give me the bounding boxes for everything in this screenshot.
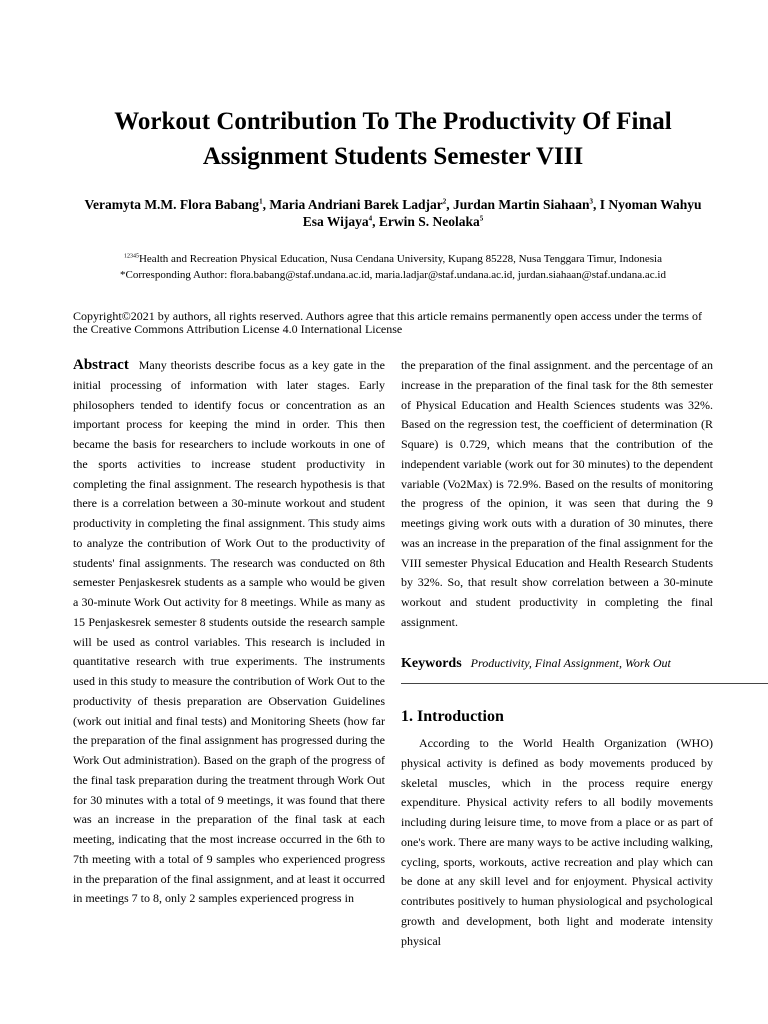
author-separator: , bbox=[262, 197, 270, 212]
affiliation-line bbox=[40, 251, 746, 267]
author-list bbox=[73, 196, 713, 230]
author-affiliation-mark: 2 bbox=[442, 197, 447, 206]
author-name: I Nyoman Wahyu Esa Wijaya bbox=[302, 197, 702, 229]
author-name: Jurdan Martin Siahaan bbox=[452, 197, 590, 212]
author-separator: , bbox=[592, 197, 600, 212]
author bbox=[453, 197, 600, 212]
keywords-heading: Keywords bbox=[401, 656, 462, 671]
author bbox=[269, 197, 453, 212]
author-affiliation-mark: 1 bbox=[259, 197, 263, 206]
author-affiliation-mark: 4 bbox=[368, 214, 373, 223]
section-divider bbox=[401, 683, 768, 684]
affiliation-mark: 12345 bbox=[123, 253, 139, 260]
abstract-right-column: the preparation of the final assignment. and the percentage of an increase in the preparation of the final task for the 8th semester of Physical Education and Health Sciences students was 32%. Based on the regression test, the coefficient of determination (R Square) is 0.729, which means that the contribution of the independent variable (work out for 30 minutes) to the dependent variable (Vo2Max) is 72.9%. Based on the results of monitoring the progress of the opinion, it was seen that during the 9 meetings giving work outs with a duration of 30 minutes, there was an increase in the preparation of the final assignment for the VIII semester Physical Education and Health Research Students by 32%. So, that result show correlation between a 30-minute workout and student productivity in completing the final assignment. bbox=[401, 358, 713, 629]
keywords-line bbox=[401, 653, 731, 674]
author-name: Erwin S. Neolaka bbox=[378, 214, 480, 229]
author-affiliation-mark: 5 bbox=[479, 214, 484, 223]
introduction-heading: 1. Introduction bbox=[401, 708, 504, 725]
corresponding-author: *Corresponding Author: flora.babang@staf.undana.ac.id, maria.ladjar@staf.undana.ac.id, jurdan.siahaan@staf.undana.ac.id bbox=[120, 269, 666, 281]
paper-title: Workout Contribution To The Productivity Of Final Assignment Students Semester VIII bbox=[114, 108, 672, 170]
introduction-text: According to the World Health Organization (WHO) physical activity is defined as body movements produced by skeletal muscles, which in the process require energy expenditure. Physical activity refers to all bodily movements including during leisure time, to move from a place or as part of one's work. There are many ways to be active including walking, cycling, sports, workouts, active recreation and play which can be done at any skill level and for enjoyment. Physical activity contributes positively to human physiological and psychological growth and development, both light and moderate intensity physical bbox=[401, 736, 713, 948]
keywords-list: Productivity, Final Assignment, Work Out bbox=[470, 656, 671, 670]
author-separator: , bbox=[446, 197, 453, 212]
author-separator: , bbox=[372, 214, 379, 229]
author-name: Maria Andriani Barek Ladjar bbox=[269, 197, 443, 212]
copyright-notice: Copyright©2021 by authors, all rights reserved. Authors agree that this article remains permanently open access under the terms of the Creative Commons Attribution License 4.0 International License bbox=[73, 309, 702, 336]
abstract-text: Many theorists describe focus as a key gate in the initial processing of information with later stages. Early philosophers tended to identify focus or concentration as an important process for keeping the mind in order. This then became the basis for researchers to include workouts in one of the sports activities to increase student productivity in completing the final assignment. The research hypothesis is that there is a correlation between a 30-minute workout and student productivity in completing the final assignment. This study aims to analyze the contribution of Work Out to the productivity of students' final assignments. The research was conducted on 8th semester Penjaskesrek students as a sample who would be given a 30-minute Work Out activity for 8 meetings. While as many as 15 Penjaskesrek semester 8 students outside the research sample will be used as control variables. This research is included in quantitative research with true experiments. The instruments used in this study to measure the contribution of Work Out to the productivity of thesis preparation are Observation Guidelines (work out initial and final tests) and Monitoring Sheets (how far the preparation of the final assignment has progressed during the Work Out administration). Based on the graph of the progress of the final task preparation during the treatment through Work Out for 30 minutes with a total of 9 meetings, it was found that there was an increase in the preparation of the final task at each meeting, indicating that the most increase occurred in the 6th to 7th meeting with a total of 9 samples who experienced progress in the preparation of the final assignment, and at least it occurred in meetings 7 to 8, only 2 samples experienced progress in bbox=[73, 358, 385, 906]
affiliation-text: Health and Recreation Physical Education, Nusa Cendana University, Kupang 85228, Nusa Tenggara Timur, Indonesia bbox=[138, 253, 662, 265]
abstract-heading: Abstract bbox=[73, 357, 129, 373]
abstract-left-column bbox=[73, 356, 385, 909]
author-affiliation-mark: 3 bbox=[589, 197, 593, 206]
author bbox=[379, 214, 483, 229]
affiliation-block bbox=[40, 251, 746, 283]
author bbox=[84, 197, 269, 212]
author-name: Veramyta M.M. Flora Babang bbox=[84, 197, 260, 212]
